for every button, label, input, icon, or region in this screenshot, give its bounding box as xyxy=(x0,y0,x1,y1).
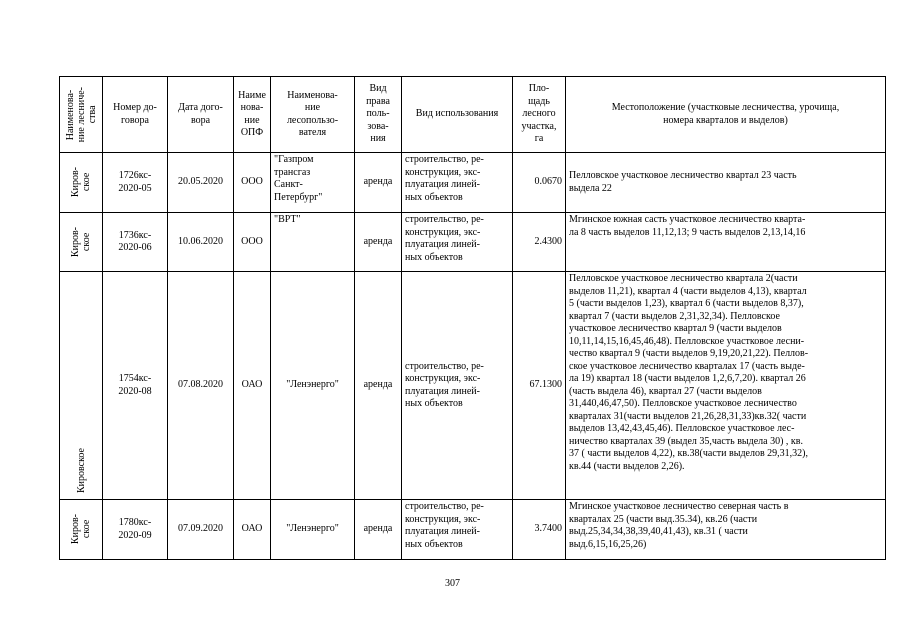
cell-area: 3.7400 xyxy=(513,500,566,560)
cell-user-name: "Ленэнерго" xyxy=(271,272,355,500)
table-row xyxy=(60,500,886,560)
table-row xyxy=(60,153,886,213)
cell-location: Мгинское южная састь участковое лесничество кварта- ла 8 часть выделов 11,12,13; 9 часть выделов 2,13,14,16 xyxy=(566,213,886,272)
header-location: Местоположение (участковые лесничества, урочища, номера кварталов и выделов) xyxy=(566,77,886,153)
header-user-name: Наименова- ние лесопользо- вателя xyxy=(271,77,355,153)
header-row xyxy=(60,77,886,153)
cell-right-type: аренда xyxy=(355,272,402,500)
cell-forestry: Киров- ское xyxy=(60,213,103,272)
cell-area: 67.1300 xyxy=(513,272,566,500)
header-forestry: Наименова- ние лесниче- ства xyxy=(60,77,103,153)
cell-use-type: строительство, ре- конструкция, экс- плуатация линей- ных объектов xyxy=(402,213,513,272)
header-use-type: Вид использования xyxy=(402,77,513,153)
cell-right-type: аренда xyxy=(355,153,402,213)
cell-contract-no: 1754кс- 2020-08 xyxy=(103,272,168,500)
cell-opf: ОАО xyxy=(234,500,271,560)
page-number: 307 xyxy=(445,578,460,589)
cell-location: Мгинское участковое лесничество северная часть в кварталах 25 (части выд.35.34), кв.26 (части выд.25,34,34,38,39,40,41,43), кв.31 ( части выд.6,15,16,25,26) xyxy=(566,500,886,560)
cell-opf: ООО xyxy=(234,213,271,272)
header-contract-no: Номер до- говора xyxy=(103,77,168,153)
cell-contract-no: 1736кс- 2020-06 xyxy=(103,213,168,272)
cell-forestry: Киров- ское xyxy=(60,500,103,560)
cell-contract-date: 20.05.2020 xyxy=(168,153,234,213)
cell-forestry: Кировское xyxy=(60,272,103,500)
cell-user-name: "ВРТ" xyxy=(271,213,355,272)
header-opf: Наиме нова- ние ОПФ xyxy=(234,77,271,153)
table-row xyxy=(60,272,886,500)
table-row xyxy=(60,213,886,272)
cell-location: Пелловское участковое лесничество квартала 2(части выделов 11,21), квартал 4 (части выделов 4,13), квартал 5 (части выделов 1,23), квартал 6 (части выделов 8,37), квартал 7 (части выделов 2,31,32,34). Пелловское участковое лесничество квартал 9 (части выделов 10,11,14,15,16,45,46,48). Пелловское участковое лесни- чество квартал 9 (части выделов 9,19,20,21,22). Пеллов- ское участковое лесничество кварталах 17 (часть выде- ла 19) квартал 18 (части выделов 1,2,6,7,20). квартал 26 (часть выдела 46), квартал 27 (части выделов 31,440,46,47,50). Пелловское участковое лесничество кварталах 31(части выделов 21,26,28,31,33)кв.32( части выделов 13,42,43,45,46). Пелловское участковое лес- ничество кварталах 39 (выдел 35,часть выдела 30) , кв. 37 ( части выделов 4,22), кв.38(части выделов 29,31,32), кв.44 (части выделов 2,26). xyxy=(566,272,886,500)
cell-forestry: Киров- ское xyxy=(60,153,103,213)
cell-contract-no: 1780кс- 2020-09 xyxy=(103,500,168,560)
header-area: Пло- щадь лесного участка, га xyxy=(513,77,566,153)
cell-area: 0.0670 xyxy=(513,153,566,213)
cell-use-type: строительство, ре- конструкция, экс- плуатация линей- ных объектов xyxy=(402,500,513,560)
cell-contract-no: 1726кс- 2020-05 xyxy=(103,153,168,213)
cell-contract-date: 10.06.2020 xyxy=(168,213,234,272)
cell-use-type: строительство, ре- конструкция, экс- плуатация линей- ных объектов xyxy=(402,272,513,500)
forest-lease-table xyxy=(59,76,886,560)
cell-opf: ОАО xyxy=(234,272,271,500)
cell-use-type: строительство, ре- конструкция, экс- плуатация линей- ных объектов xyxy=(402,153,513,213)
cell-user-name: "Ленэнерго" xyxy=(271,500,355,560)
cell-contract-date: 07.08.2020 xyxy=(168,272,234,500)
cell-opf: ООО xyxy=(234,153,271,213)
cell-location: Пелловское участковое лесничество квартал 23 часть выдела 22 xyxy=(566,153,886,213)
cell-right-type: аренда xyxy=(355,500,402,560)
header-contract-date: Дата дого- вора xyxy=(168,77,234,153)
header-right-type: Вид права поль- зова- ния xyxy=(355,77,402,153)
cell-contract-date: 07.09.2020 xyxy=(168,500,234,560)
cell-user-name: "Газпром трансгаз Санкт- Петербург" xyxy=(271,153,355,213)
cell-right-type: аренда xyxy=(355,213,402,272)
cell-area: 2.4300 xyxy=(513,213,566,272)
